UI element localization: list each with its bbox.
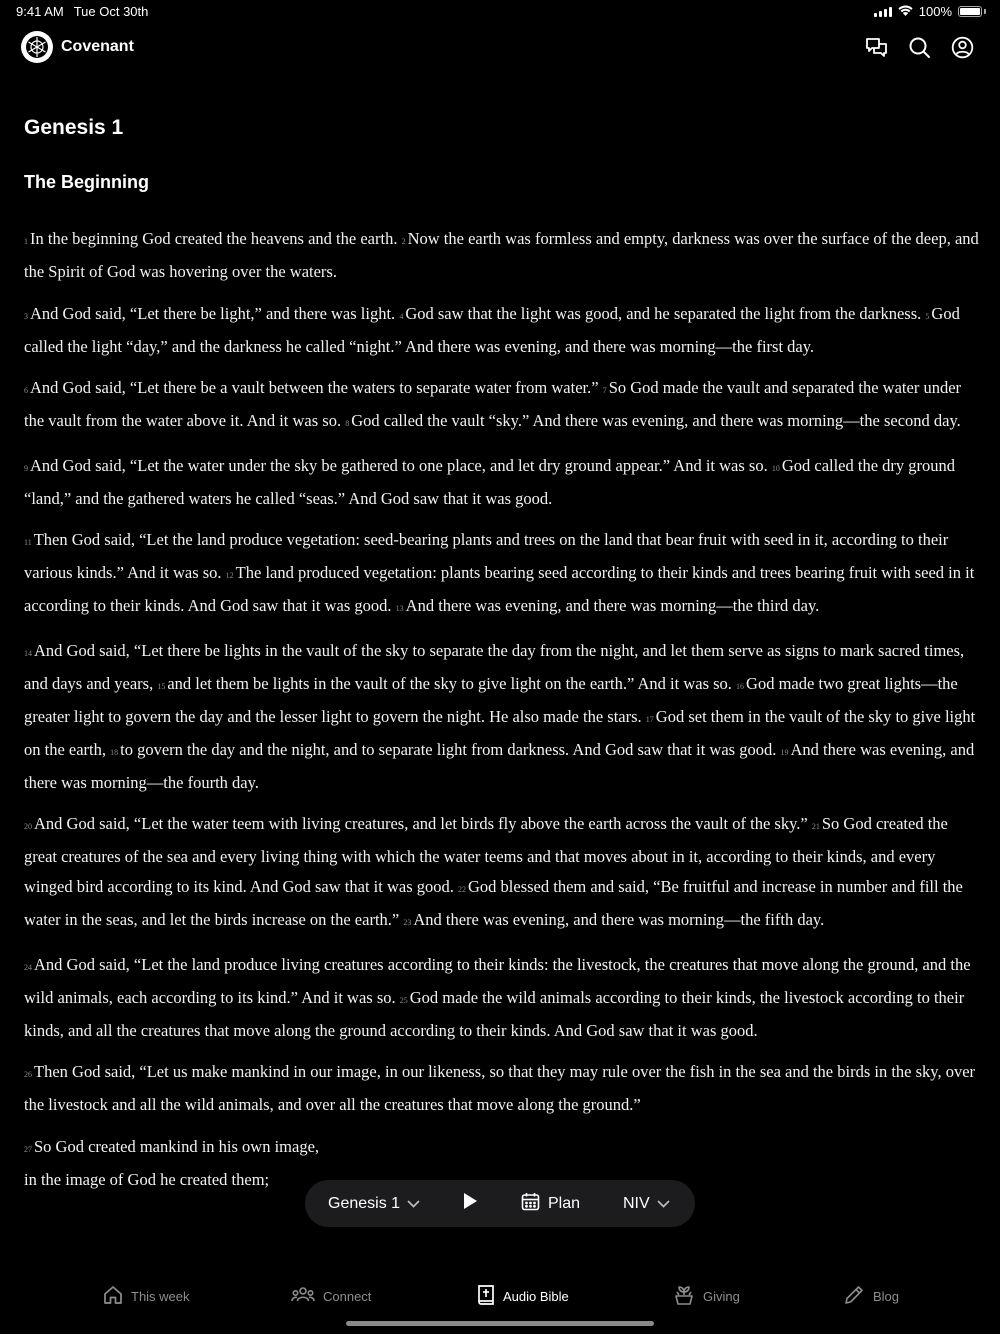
verse-text: So God created the great creatures of the sea and every living thing with which the water teems and that moves about in it, according to their kinds, and every winged bird according to its kind. And God saw that it was good.: [24, 814, 948, 896]
verse-number: 3: [24, 311, 28, 321]
verse-text: Then God said, “Let the land produce vegetation: seed-bearing plants and trees on the land that bear fruit with seed in it, according to their various kinds.” And it was so.: [24, 530, 949, 582]
tab-blog[interactable]: [843, 1276, 899, 1316]
version-label: NIV: [623, 1194, 650, 1212]
verse-number: 26: [24, 1070, 32, 1079]
verse-number: 11: [24, 538, 32, 547]
bible-icon: [477, 1284, 495, 1309]
people-icon: [291, 1285, 315, 1308]
tab-audio-bible[interactable]: [477, 1276, 569, 1316]
verse-number: 4: [399, 311, 404, 321]
tab-connect[interactable]: [291, 1276, 371, 1316]
plan-label: Plan: [548, 1194, 581, 1212]
verse-number: 1: [24, 237, 28, 246]
verse-text: God set them in the vault of the sky to give light on the earth,: [24, 706, 976, 759]
verse-text: And God said, “Let the water teem with living creatures, and let birds fly above the earth across the vault of the sky.”: [34, 814, 812, 833]
verse-number: 18: [110, 747, 119, 757]
chat-icon[interactable]: [865, 36, 888, 59]
tab-bar: [0, 1276, 1000, 1316]
home-indicator: [346, 1321, 654, 1326]
tab-label: This week: [131, 1288, 190, 1304]
verse-text: God called the dry ground “land,” and the gathered waters he called “seas.” And God saw that it was good.: [24, 455, 956, 508]
verse-text: And God said, “Let the land produce living creatures according to their kinds: the livestock, the creatures that move along the ground, and the wild animals, each according to its kind.” And it was so.: [24, 954, 971, 1007]
status-time: 9:41 AM: [16, 4, 64, 19]
wifi-icon: [898, 4, 913, 19]
search-icon[interactable]: [908, 36, 931, 59]
calendar-icon: [521, 1192, 540, 1216]
verse-text: And God said, “Let there be a vault between the waters to separate water from water.”: [30, 378, 603, 397]
tab-label: Audio Bible: [503, 1288, 569, 1304]
verse-number: 12: [225, 571, 234, 580]
header-actions: [865, 36, 974, 59]
verse-text: So God made the vault and separated the water under the vault from the water above it. And it was so.: [24, 378, 962, 430]
covenant-logo-icon[interactable]: [21, 31, 53, 63]
verse-number: 8: [345, 419, 350, 428]
tab-label: Giving: [703, 1288, 740, 1304]
verse-number: 23: [403, 918, 412, 927]
status-right: [874, 4, 986, 19]
verse-text: In the beginning God created the heavens and the earth.: [30, 229, 402, 248]
verse-number: 20: [24, 822, 32, 831]
verse-text: God blessed them and said, “Be fruitful and increase in number and fill the water in the seas, and let the birds increase on the earth.”: [24, 877, 963, 929]
verse-number: 25: [399, 995, 408, 1005]
status-date: Tue Oct 30th: [73, 4, 149, 19]
verse-text: And there was evening, and there was morning—the fourth day.: [24, 739, 975, 792]
verse-text: And God said, “Let there be light,” and there was light.: [30, 303, 400, 323]
verse-text: and let them be lights in the vault of the sky to give light on the earth.” And it was so.: [167, 673, 737, 693]
cellular-signal-icon: [874, 6, 892, 17]
play-icon: [462, 1192, 478, 1215]
scripture-text: [24, 224, 980, 1272]
verse-text: God called the vault “sky.” And there was evening, and there was morning—the second day.: [351, 411, 961, 430]
tab-label: Connect: [323, 1288, 372, 1304]
tab-this-week[interactable]: [103, 1276, 190, 1316]
verse-number: 14: [24, 648, 32, 658]
verse-number: 13: [395, 604, 404, 613]
status-bar: [0, 0, 1000, 24]
verse-number: 17: [645, 714, 654, 724]
battery-tip: [984, 9, 986, 14]
verse-paragraph: [24, 451, 980, 514]
home-icon: [103, 1285, 123, 1308]
chapter-selector-label: Genesis 1: [328, 1194, 401, 1212]
verse-text: And there was evening, and there was morning—the fifth day.: [413, 910, 825, 929]
app-name: Covenant: [61, 38, 134, 55]
verse-number: 15: [157, 681, 166, 691]
verse-number: 21: [811, 822, 820, 831]
battery-percent: 100%: [918, 4, 952, 19]
pencil-icon: [843, 1284, 865, 1309]
verse-paragraph: [24, 1057, 980, 1120]
verse-text: Now the earth was formless and empty, darkness was over the surface of the deep, and the Spirit of God was hovering over the waters.: [24, 229, 979, 281]
plan-button[interactable]: [521, 1180, 580, 1227]
verse-text: God made the wild animals according to their kinds, the livestock according to their kinds, and all the creatures that move along the ground according to their kinds. And God saw that it was good.: [24, 987, 965, 1040]
verse-text: So God created mankind in his own image, in the image of God he created them;: [24, 1136, 320, 1189]
verse-text: God saw that the light was good, and he separated the light from the darkness.: [405, 303, 926, 323]
tab-giving[interactable]: [673, 1276, 740, 1316]
play-button[interactable]: [462, 1180, 478, 1227]
verse-paragraph: [24, 636, 980, 798]
status-left: [16, 4, 148, 19]
verse-text: And God said, “Let the water under the sky be gathered to one place, and let dry ground appear.” And it was so.: [30, 455, 772, 475]
verse-number: 22: [458, 885, 466, 894]
verse-text: God made two great lights—the greater light to govern the day and the lesser light to govern the night. He also made the stars.: [24, 673, 958, 726]
verse-text: God called the light “day,” and the darkness he called “night.” And there was evening, and there was morning—the first day.: [24, 303, 960, 356]
chevron-down-icon: [657, 1195, 670, 1213]
section-heading: The Beginning: [24, 172, 149, 192]
verse-text: And there was evening, and there was morning—the third day.: [405, 596, 820, 615]
profile-icon[interactable]: [951, 36, 974, 59]
verse-number: 16: [736, 681, 745, 691]
verse-paragraph: [24, 950, 980, 1046]
verse-text: to govern the day and the night, and to separate light from darkness. And God saw that it was good.: [120, 739, 781, 759]
verse-number: 9: [24, 463, 28, 473]
verse-number: 7: [602, 386, 607, 395]
chapter-title: Genesis 1: [24, 116, 124, 139]
app-header: [0, 28, 1000, 68]
version-selector[interactable]: [623, 1180, 670, 1227]
verse-number: 27: [24, 1144, 32, 1154]
chevron-down-icon: [407, 1195, 420, 1213]
verse-number: 24: [24, 962, 32, 972]
verse-text: Then God said, “Let us make mankind in our image, in our likeness, so that they may rule over the fish in the sea and the birds in the sky, over the livestock and all the wild animals, and over all the creatures that move along the ground.”: [24, 1062, 976, 1114]
verse-text: The land produced vegetation: plants bearing seed according to their kinds and trees bearing fruit with seed in it according to their kinds. And God saw that it was good.: [24, 563, 975, 615]
verse-number: 2: [401, 237, 406, 246]
verse-paragraph: [24, 809, 980, 938]
tab-label: Blog: [873, 1288, 900, 1304]
verse-number: 19: [780, 747, 789, 757]
verse-paragraph: [24, 224, 980, 287]
battery-icon: [958, 6, 982, 17]
chapter-selector[interactable]: [328, 1180, 420, 1227]
verse-number: 6: [24, 386, 28, 395]
verse-paragraph: [24, 525, 980, 624]
verse-text: And God said, “Let there be lights in the vault of the sky to separate the day from the night, and let them serve as signs to mark sacred times, and days and years,: [24, 640, 965, 693]
verse-paragraph: [24, 299, 980, 362]
giving-icon: [673, 1284, 695, 1309]
verse-paragraph: [24, 373, 980, 439]
verse-number: 10: [771, 463, 780, 473]
audio-control-bar: [305, 1180, 695, 1227]
verse-number: 5: [925, 311, 930, 321]
